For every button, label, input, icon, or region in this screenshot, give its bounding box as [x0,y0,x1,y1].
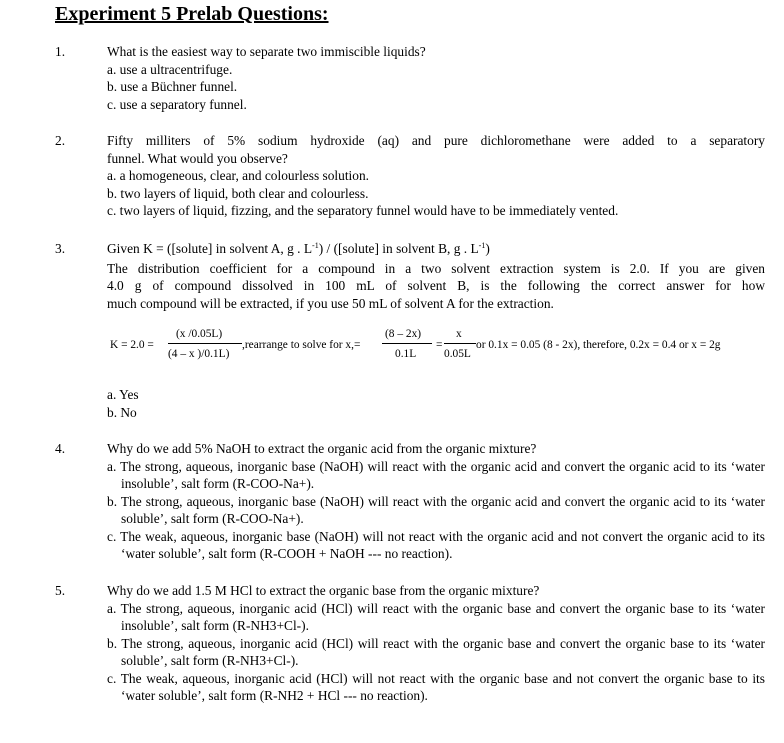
option-b: b. The strong, aqueous, inorganic base (NaOH) will react with the organic acid and convert the organic acid to its ‘water soluble’, salt form (R-COO-Na+). [107,493,765,526]
option-a: a. The strong, aqueous, inorganic base (NaOH) will react with the organic acid and convert the organic acid to its ‘water insoluble’, salt form (R-COO-Na+). [107,458,765,491]
option-b: b. use a Büchner funnel. [107,79,238,94]
eq-tail: or 0.1x = 0.05 (8 - 2x), therefore, 0.2x = 0.4 or x = 2g [476,339,721,351]
eq-mid: ,rearrange to solve for x,= [242,339,361,351]
option-a: a. a homogeneous, clear, and colourless solution. [107,168,369,183]
question-number: 3. [55,241,66,256]
question-number: 5. [55,583,66,598]
option-c: c. use a separatory funnel. [107,96,247,112]
option-a: a. use a ultracentrifuge. [107,61,233,77]
eq-equals: = [436,339,443,351]
eq-num1: (x /0.05L) [176,328,223,340]
eq-den3: 0.05L [444,348,471,360]
question-text-line-1: The distribution coefficient for a compound in a two solvent extraction system is 2.0. If you are given [107,260,765,276]
option-b: b. two layers of liquid, both clear and colourless. [107,185,369,201]
fraction-bar [444,343,476,344]
question-text-line-1: Fifty milliters of 5% sodium hydroxide (aq) and pure dichloromethane were added to a separatory [107,133,765,148]
eq-den2: 0.1L [395,348,417,360]
option-c: c. The weak, aqueous, inorganic acid (HCl) will not react with the organic base and not convert the organic base to its ‘water soluble’, salt form (R-NH2 + HCl --- no reaction). [107,670,765,703]
eq-num3: x [456,328,462,340]
option-a: a. The strong, aqueous, inorganic acid (HCl) will react with the organic base and convert the organic base to its ‘water insoluble’, salt form (R-NH3+Cl-). [107,600,765,633]
question-number: 4. [55,441,66,456]
option-b: b. The strong, aqueous, inorganic acid (HCl) will react with the organic base and convert the organic base to its ‘water soluble’, salt form (R-NH3+Cl-). [107,635,765,668]
equation [110,326,782,366]
question-text: What is the easiest way to separate two immiscible liquids? [107,44,426,59]
given-formula: Given K = ([solute] in solvent A, g . $L^{-1}$) / ([solute] in solvent B, g . $L^{-1}$) [107,241,490,256]
question-text-line-3: much compound will be extracted, if you use 50 mL of solvent A for the extraction. [107,295,554,311]
page-title: Experiment 5 Prelab Questions: [55,3,329,25]
fraction-bar [168,343,242,344]
option-b: b. No [107,404,137,420]
question-number: 1. [55,44,66,59]
question-text: Why do we add 5% NaOH to extract the organic acid from the organic mixture? [107,441,537,456]
question-text-line-2: 4.0 g of compound dissolved in 100 mL of solvent B, is the following the correct answer for how [107,278,765,293]
question-text-line-2: funnel. What would you observe? [107,150,288,166]
eq-k: K = 2.0 = [110,339,154,351]
option-c: c. The weak, aqueous, inorganic base (NaOH) will not react with the organic acid and not convert the organic acid to its ‘water soluble’, salt form (R-COOH + NaOH --- no reaction). [107,528,765,561]
question-number: 2. [55,133,66,148]
fraction-bar [382,343,432,344]
eq-num2: (8 – 2x) [385,328,422,340]
eq-den1: (4 – x )/0.1L) [168,348,230,360]
option-c: c. two layers of liquid, fizzing, and the separatory funnel would have to be immediately vented. [107,203,619,218]
question-text: Why do we add 1.5 M HCl to extract the organic base from the organic mixture? [107,583,540,598]
option-a: a. Yes [107,387,139,402]
